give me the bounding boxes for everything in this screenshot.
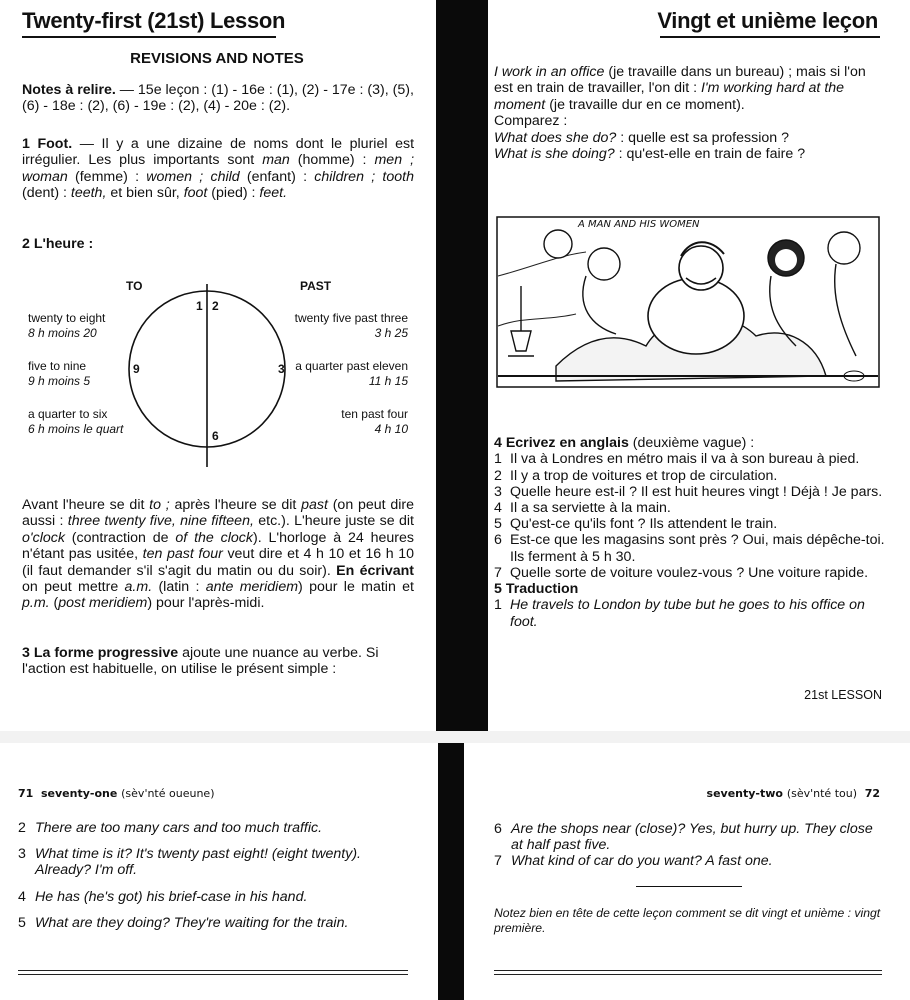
list-item bbox=[494, 597, 886, 629]
item-number: 1 bbox=[494, 451, 502, 468]
foot-text: (femme) : bbox=[67, 168, 147, 185]
foot-text: (pied) : bbox=[207, 185, 260, 202]
page-number-pronunciation: (sèv'nté tou) bbox=[786, 787, 858, 800]
para-italic: I work in an office bbox=[494, 64, 605, 80]
translation-list-right bbox=[494, 821, 886, 870]
notes-paragraph bbox=[22, 82, 414, 115]
time-example-right bbox=[290, 359, 408, 389]
list-item bbox=[18, 820, 418, 836]
title-underline bbox=[22, 36, 276, 38]
closing-note: Notez bien en tête de cette leçon comment se dit vingt et unième : vingt première. bbox=[494, 906, 881, 935]
left-page bbox=[0, 0, 440, 730]
time-french: 9 h moins 5 bbox=[28, 374, 91, 388]
para-text: ajoute une nuance au verbe. Si l'action est habituelle, on utilise le présent simple : bbox=[22, 645, 379, 678]
para-italic: past bbox=[301, 497, 328, 513]
clock-number-9: 9 bbox=[133, 362, 140, 376]
item-number: 3 bbox=[18, 846, 26, 863]
forme-paragraph bbox=[22, 645, 414, 678]
item-number: 2 bbox=[18, 820, 26, 836]
list-item bbox=[494, 821, 886, 853]
item-text: He travels to London by tube but he goes to his office on foot. bbox=[510, 597, 865, 630]
para-italic: p.m. bbox=[22, 595, 50, 612]
page-number-pronunciation: (sèv'nté oueune) bbox=[121, 787, 215, 800]
para-text: ( bbox=[49, 595, 59, 612]
item-number: 7 bbox=[494, 564, 502, 581]
time-english: twenty five past three bbox=[294, 311, 408, 325]
heure-label: 2 L'heure : bbox=[22, 236, 94, 252]
question-english: What is she doing? bbox=[494, 146, 615, 163]
para-text: (contraction de bbox=[64, 529, 176, 546]
item-text: He has (he's got) his brief-case in his hand. bbox=[35, 888, 308, 905]
time-example-right bbox=[290, 407, 408, 437]
item-text: There are too many cars and too much traffic. bbox=[35, 820, 323, 836]
question-french: : qu'est-elle en train de faire ? bbox=[614, 146, 806, 163]
time-english: a quarter to six bbox=[28, 407, 108, 421]
time-example-left bbox=[28, 407, 123, 437]
foot-text: (homme) : bbox=[289, 152, 375, 169]
para-text: Avant l'heure se dit bbox=[22, 497, 150, 513]
foot-text: — Il y a une dizaine de noms dont le pluriel est irrégulier. Les plus importants sont bbox=[22, 136, 415, 169]
clock-number-2: 2 bbox=[212, 299, 219, 313]
item-text: Are the shops near (close)? Yes, but hurry up. They close at half past five. bbox=[511, 821, 873, 854]
foot-italic: women ; child bbox=[146, 168, 240, 185]
page-number-left bbox=[18, 787, 215, 800]
question-french: : quelle est sa profession ? bbox=[616, 129, 789, 146]
para-italic: I'm working hard at the moment bbox=[494, 80, 845, 113]
forme-label: 3 La forme progressive bbox=[22, 645, 179, 661]
list-item bbox=[494, 451, 886, 467]
translation-list-left bbox=[18, 820, 418, 931]
clock-number-1: 1 bbox=[196, 299, 203, 313]
para-italic: post meridiem bbox=[58, 595, 148, 612]
para-text: (je travaille dans un bureau) ; mais si l'on est en train de travailler, l'on dit : bbox=[494, 64, 866, 97]
para-text: (latin : bbox=[152, 579, 206, 596]
foot-italic: teeth, bbox=[70, 185, 107, 202]
question-english: What does she do? bbox=[494, 129, 617, 146]
exercise-5-list bbox=[494, 597, 886, 629]
list-item bbox=[494, 500, 886, 516]
comparez-label: Comparez : bbox=[494, 113, 568, 130]
para-italic: a.m. bbox=[124, 579, 153, 596]
item-text: What time is it? It's twenty past eight! (eight twenty). Already? I'm off. bbox=[35, 846, 361, 879]
time-english: five to nine bbox=[28, 359, 87, 373]
item-number: 5 bbox=[18, 914, 26, 931]
item-number: 4 bbox=[18, 888, 26, 905]
foot-italic: foot bbox=[183, 185, 208, 202]
para-italic: three twenty five, nine fifteen, bbox=[67, 513, 254, 530]
item-number: 7 bbox=[494, 853, 502, 870]
item-text: Il va à Londres en métro mais il va à son bureau à pied. bbox=[510, 451, 860, 468]
para-italic: ten past four bbox=[142, 546, 223, 563]
section-title: REVISIONS AND NOTES bbox=[130, 50, 304, 67]
page-number-word: seventy-two bbox=[706, 787, 783, 800]
left-page-title: Twenty-first (21st) Lesson bbox=[22, 8, 286, 33]
past-label: PAST bbox=[300, 279, 332, 293]
list-item bbox=[494, 468, 886, 484]
item-number: 4 bbox=[494, 500, 502, 517]
time-english: a quarter past eleven bbox=[295, 359, 408, 373]
list-item bbox=[18, 915, 418, 931]
page-number: 71 bbox=[18, 787, 34, 800]
clock-number-6: 6 bbox=[212, 429, 219, 443]
exercise-4 bbox=[494, 435, 886, 630]
page-number: 72 bbox=[864, 787, 880, 800]
right-page-title: Vingt et unième leçon bbox=[657, 8, 878, 33]
exercise-4-subtitle: (deuxième vague) : bbox=[628, 435, 755, 451]
item-number: 5 bbox=[494, 516, 502, 533]
notes-label: Notes à relire. bbox=[22, 82, 116, 98]
foot-text: (dent) : bbox=[22, 185, 71, 202]
foot-text: (enfant) : bbox=[239, 168, 315, 185]
time-english: ten past four bbox=[341, 407, 408, 421]
time-french: 8 h moins 20 bbox=[28, 326, 97, 340]
foot-italic: children ; tooth bbox=[314, 168, 414, 185]
item-text: Quelle sorte de voiture voulez-vous ? Une voiture rapide. bbox=[510, 564, 869, 581]
para-text: (je travaille dur en ce moment). bbox=[545, 96, 745, 113]
foot-italic: men ; woman bbox=[22, 152, 415, 185]
para-bold: En écrivant bbox=[336, 562, 414, 579]
foot-label: 1 Foot. bbox=[22, 136, 73, 152]
item-text: Il a sa serviette à la main. bbox=[510, 500, 671, 517]
item-number: 6 bbox=[494, 821, 502, 837]
para-text: ) pour l'après-midi. bbox=[147, 595, 265, 612]
list-item bbox=[494, 532, 886, 564]
item-number: 2 bbox=[494, 467, 502, 484]
item-text: What are they doing? They're waiting for the train. bbox=[35, 914, 349, 931]
item-text: Qu'est-ce qu'ils font ? Ils attendent le train. bbox=[510, 516, 778, 533]
cartoon-illustration bbox=[496, 216, 880, 388]
time-french: 6 h moins le quart bbox=[28, 422, 124, 436]
short-divider bbox=[636, 886, 742, 887]
list-item bbox=[494, 484, 886, 500]
para-text: ) pour le matin et bbox=[298, 579, 414, 596]
item-text: What kind of car do you want? A fast one. bbox=[511, 853, 773, 870]
item-text: Est-ce que les magasins sont près ? Oui, mais dépêche-toi. Ils ferment à 5 h 30. bbox=[510, 532, 885, 565]
list-item bbox=[494, 565, 886, 581]
item-text: Il y a trop de voitures et trop de circulation. bbox=[510, 467, 778, 484]
para-text: on peut mettre bbox=[22, 579, 125, 596]
para-text: (on peut dire aussi : bbox=[22, 497, 415, 530]
page-separator bbox=[0, 731, 910, 743]
exercise-4-title: 4 Ecrivez en anglais bbox=[494, 435, 629, 451]
foot-italic: feet. bbox=[259, 185, 288, 202]
para-text: après l'heure se dit bbox=[169, 497, 302, 513]
para-text: veut dire et 4 h 10 et 16 h 10 (il faut demander s'il s'agit du matin ou du soir). bbox=[22, 546, 415, 579]
book-spine-top bbox=[436, 0, 488, 731]
footer-rule-right bbox=[494, 970, 882, 975]
list-item bbox=[494, 853, 886, 869]
item-number: 6 bbox=[494, 532, 502, 549]
item-number: 3 bbox=[494, 483, 502, 500]
right-page bbox=[490, 0, 910, 730]
time-example-left bbox=[28, 359, 90, 389]
exercise-5-title: 5 Traduction bbox=[494, 581, 579, 598]
para-text: ). L'horloge à 24 heures n'étant pas usitée, bbox=[22, 529, 414, 563]
clock-number-3: 3 bbox=[278, 362, 285, 376]
para-italic: o'clock bbox=[22, 529, 65, 546]
list-item bbox=[494, 516, 886, 532]
item-text: Quelle heure est-il ? Il est huit heures vingt ! Déjà ! Je pars. bbox=[510, 483, 883, 500]
page-number-right bbox=[707, 787, 880, 800]
foot-italic: man bbox=[262, 152, 290, 169]
para-italic: to ; bbox=[149, 497, 170, 513]
foot-paragraph bbox=[22, 136, 414, 202]
to-label: TO bbox=[126, 279, 143, 293]
list-item bbox=[18, 846, 418, 878]
footer-rule-left bbox=[18, 970, 408, 975]
list-item bbox=[18, 889, 418, 905]
para-text: etc.). L'heure juste se dit bbox=[253, 513, 414, 530]
time-french: 4 h 10 bbox=[374, 422, 408, 436]
title-underline bbox=[660, 36, 880, 38]
book-spine-bottom bbox=[438, 743, 464, 1000]
para-italic: of the clock bbox=[175, 529, 253, 546]
item-number: 1 bbox=[494, 597, 502, 614]
time-english: twenty to eight bbox=[28, 311, 106, 325]
avant-paragraph bbox=[22, 497, 414, 612]
page-number-word: seventy-one bbox=[40, 787, 118, 800]
lesson-footer-tag: 21st LESSON bbox=[804, 688, 882, 702]
intro-paragraph bbox=[494, 64, 880, 162]
foot-text: et bien sûr, bbox=[106, 185, 184, 202]
time-example-right bbox=[290, 311, 408, 341]
notes-text: — 15e leçon : (1) - 16e : (1), (2) - 17e : (3), (5), (6) - 18e : (2), (6) - 19e : (2), (4) - 20e : (2). bbox=[22, 82, 414, 115]
time-french: 3 h 25 bbox=[374, 326, 408, 340]
exercise-4-list bbox=[494, 451, 886, 581]
illustration-caption: A MAN AND HIS WOMEN bbox=[578, 219, 700, 230]
time-french: 11 h 15 bbox=[368, 374, 408, 388]
time-example-left bbox=[28, 311, 105, 341]
para-italic: ante meridiem bbox=[205, 579, 299, 596]
